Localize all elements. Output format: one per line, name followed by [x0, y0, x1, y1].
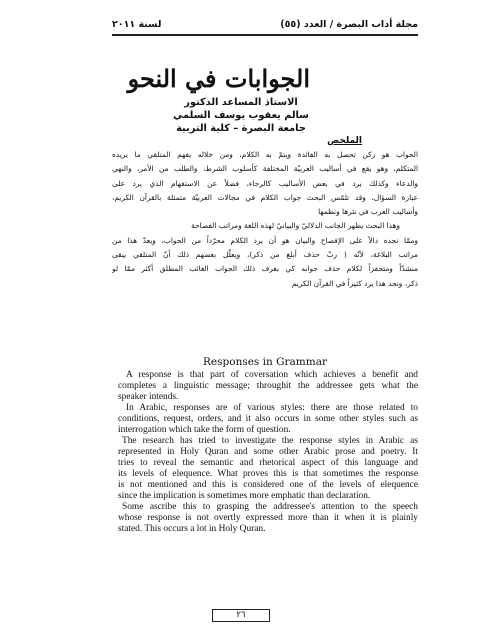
- journal-header: [112, 16, 418, 36]
- abstract-en-line: The research has tried to investigate the response styles in Arabic as: [122, 436, 418, 446]
- abstract-en-line: In Arabic, responses are of various styles: there are those related to: [126, 403, 418, 413]
- abstract-en-line: tries to reveal the semantic and rhetorical aspect of this language and: [118, 458, 418, 468]
- abstract-en-line: since the implication is sometimes more emphatic than declaration.: [118, 491, 371, 501]
- abstract-ar-line: وهذا البحث يظهر الجانب الدلاليّ والبيانيّ لهذه اللغة ومراتب الفصاحة: [191, 221, 400, 231]
- journal-name: مجلة أداب البصرة / العدد (٥٥): [280, 19, 418, 30]
- abstract-en-line: is not mentioned and this is considered one of the levels of elequence: [118, 480, 418, 490]
- issue-year: لسنة ٢٠١١: [112, 19, 162, 30]
- abstract-en-line: stated. This occurs a lot in Holy Quran.: [118, 524, 266, 534]
- abstract-ar-line: عبارة السؤال، وقد تلمّس البحث جواب الكلام في مجالات العربيّة متمثلة بالقرآن الكريم،: [112, 192, 418, 202]
- abstract-ar-line: مراتب البلاغة، لأنّه ( ربّ حذف أبلغ من ذكر)، ويعلّل بعضهم ذلك أنّ المتلقي يبقى: [112, 250, 418, 260]
- author-block: [150, 96, 332, 135]
- abstract-ar-line: منشدّاً ومتحفزاً لكلام حذف جوابه كي يعرف ذلك الجواب الغائب المطلق أكثر ممّا لو: [112, 264, 418, 274]
- abstract-en-line: completes a linguistic message; throughit the addressee gets what the: [118, 381, 418, 391]
- abstract-ar-line: والدعاء وكذلك يرد في بعض الأساليب كالرجاء، فضلاً عن الاستفهام الذي يرد على: [112, 178, 418, 188]
- author-rank: الاستاذ المساعد الدكتور: [184, 97, 298, 108]
- paper-title: الجوابات في النحو: [127, 64, 310, 93]
- abstract-en-line: conditions, request, orders, and it also occurs in some other styles such as: [118, 414, 418, 424]
- page-number: ٢٦: [212, 609, 270, 622]
- author-name: سالم يعقوب يوسف السلمي: [173, 110, 309, 121]
- author-affiliation: جامعة البصرة – كلية التربية: [176, 123, 306, 134]
- abstract-en-line: Some ascribe this to grasping the addressee's attention to the speech: [122, 502, 418, 512]
- abstract-en-line: speaker intends.: [118, 392, 179, 402]
- abstract-ar-line: ذكر، ونجد هذا يرد كثيراً في القرآن الكريم: [291, 278, 418, 288]
- abstract-english: [118, 370, 418, 535]
- abstract-en-line: represented in Holy Quran and some other Arabic prose and poetry. It: [118, 447, 418, 457]
- abstract-heading-ar: الملخص: [327, 136, 362, 146]
- abstract-en-line: interrogation which take the form of question.: [118, 425, 291, 435]
- abstract-ar-line: وممّا نجده دالاً على الإفصاح والبيان هو أن يرد الكلام محرّداً من الجواب، ويعدّ هذا من: [112, 235, 418, 245]
- abstract-en-line: A response is that part of coversation which achieves a benefit and: [126, 370, 418, 380]
- abstract-ar-line: المتكلم، وهو يقع في أساليب العربيّة المختلفة كأسلوب الشرط، والطلب من الأمر، والنهي: [112, 164, 418, 174]
- abstract-en-line: its levels of elequence. What proves this is that sometimes the response: [118, 469, 418, 479]
- abstract-en-line: whose response is not overtly expressed more than it when it is plainly: [118, 513, 418, 523]
- abstract-arabic: [112, 148, 418, 291]
- abstract-ar-line: وأساليب العرب في نثرها ونظمها: [318, 207, 418, 217]
- english-title: Responses in Grammar: [203, 356, 327, 368]
- abstract-ar-line: الجواب هو ركن تحصل به الفائدة ويتمّ به الكلام، ومن خلاله يفهم المتلقي ما يريده: [112, 150, 418, 159]
